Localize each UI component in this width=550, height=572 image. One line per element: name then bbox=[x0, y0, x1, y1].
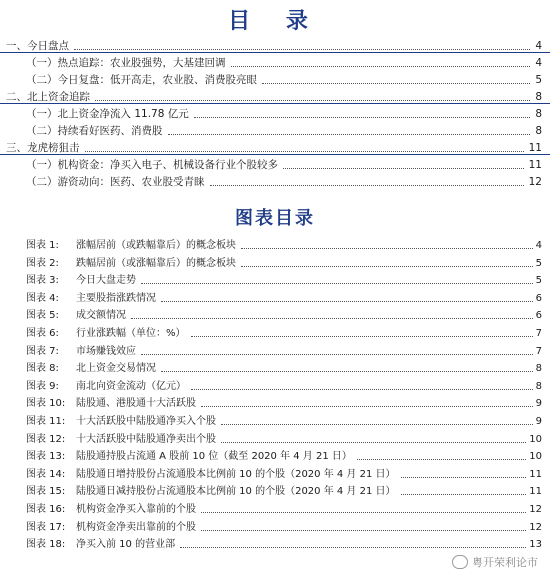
chart-toc-page-number: 12 bbox=[529, 504, 542, 515]
chart-toc-item[interactable] bbox=[26, 290, 542, 307]
chart-toc-text: 机构资金净买入靠前的个股 bbox=[76, 504, 196, 515]
chart-toc-item[interactable] bbox=[26, 325, 542, 342]
chart-toc-item[interactable] bbox=[26, 360, 542, 377]
chart-toc-item[interactable] bbox=[26, 272, 542, 289]
chart-toc-item[interactable] bbox=[26, 413, 542, 430]
chart-toc-item[interactable] bbox=[26, 536, 542, 553]
toc-subsection[interactable] bbox=[26, 72, 542, 89]
watermark-text: 粤开荣利论市 bbox=[472, 556, 538, 569]
chart-toc-leader-dots bbox=[201, 519, 526, 531]
chart-toc-text: 机构资金净卖出靠前的个股 bbox=[76, 521, 196, 533]
chart-toc-leader-dots bbox=[401, 483, 527, 495]
toc-subsection[interactable] bbox=[26, 174, 542, 191]
chart-toc-text: 净买入前 10 的营业部 bbox=[76, 539, 176, 551]
chart-toc-page-number: 12 bbox=[529, 521, 542, 533]
toc-entry-text: 一、今日盘点 bbox=[6, 40, 69, 52]
toc-subsection[interactable] bbox=[26, 123, 542, 140]
toc-subsection[interactable] bbox=[26, 106, 542, 123]
chart-toc-item[interactable] bbox=[26, 519, 542, 536]
chart-toc-label: 图表 7: bbox=[26, 345, 59, 357]
chart-toc-page-number: 11 bbox=[529, 468, 542, 480]
chart-toc-item[interactable] bbox=[26, 483, 542, 500]
chart-toc-text: 南北向资金流动（亿元） bbox=[76, 380, 186, 392]
chart-toc-leader-dots bbox=[141, 272, 533, 284]
chart-toc-item[interactable] bbox=[26, 237, 542, 254]
chart-toc-label: 图表 2: bbox=[26, 257, 59, 269]
toc-page-number: 8 bbox=[535, 125, 542, 137]
toc-entry-text: 二、北上资金追踪 bbox=[6, 91, 90, 103]
chart-toc-leader-dots bbox=[357, 448, 526, 460]
toc-page-number: 11 bbox=[528, 159, 542, 171]
chart-toc-leader-dots bbox=[161, 360, 533, 372]
chart-toc-text: 涨幅居前（或跌幅靠后）的概念板块 bbox=[76, 240, 236, 251]
chart-toc-label: 图表 9: bbox=[26, 380, 59, 392]
toc-leader-dots bbox=[231, 55, 531, 67]
toc-page-number: 12 bbox=[528, 176, 542, 188]
chart-toc-page-number: 5 bbox=[535, 257, 542, 269]
toc-leader-dots bbox=[74, 38, 530, 50]
toc-page-number: 8 bbox=[535, 91, 542, 103]
chart-toc-page-number: 9 bbox=[535, 398, 542, 410]
chart-toc-text: 陆股通持股占流通 A 股前 10 位（截至 2020 年 4 月 21 日） bbox=[76, 451, 352, 463]
chart-toc-page-number: 10 bbox=[529, 451, 542, 463]
chart-toc-text: 陆股通日减持股份占流通股本比例前 10 的个股（2020 年 4 月 21 日） bbox=[76, 486, 396, 498]
chart-toc-item[interactable] bbox=[26, 501, 542, 518]
watermark bbox=[452, 554, 538, 570]
chart-toc-label: 图表 14: bbox=[26, 468, 66, 480]
chart-toc-item[interactable] bbox=[26, 307, 542, 324]
chart-toc-label: 图表 3: bbox=[26, 275, 59, 287]
chart-toc-page-number: 7 bbox=[535, 345, 542, 357]
chart-toc-leader-dots bbox=[191, 325, 533, 337]
chart-toc-item[interactable] bbox=[26, 343, 542, 360]
chart-toc-leader-dots bbox=[201, 395, 533, 407]
wechat-icon bbox=[452, 555, 468, 569]
chart-toc-leader-dots bbox=[180, 536, 526, 548]
toc-leader-dots bbox=[168, 123, 531, 135]
chart-toc-text: 市场赚钱效应 bbox=[76, 345, 136, 357]
toc-entry-text: （一）机构资金：净买入电子、机械设备行业个股较多 bbox=[26, 159, 278, 171]
chart-toc-page-number: 8 bbox=[535, 380, 542, 392]
chart-toc-item[interactable] bbox=[26, 395, 542, 412]
chart-toc-label: 图表 1: bbox=[26, 240, 59, 251]
chart-toc-page-number: 8 bbox=[535, 363, 542, 375]
toc-leader-dots bbox=[283, 157, 524, 169]
toc-leader-dots bbox=[95, 89, 530, 101]
chart-toc-leader-dots bbox=[401, 466, 527, 478]
chart-toc-leader-dots bbox=[241, 255, 533, 267]
chart-toc-text: 成交额情况 bbox=[76, 310, 126, 322]
chart-toc-label: 图表 5: bbox=[26, 310, 59, 322]
chart-toc-text: 十大活跃股中陆股通净买入个股 bbox=[76, 416, 216, 427]
toc-entry-text: （二）今日复盘：低开高走，农业股、消费股亮眼 bbox=[26, 74, 257, 86]
chart-toc-label: 图表 8: bbox=[26, 363, 59, 375]
chart-toc-label: 图表 17: bbox=[26, 521, 66, 533]
toc-page-number: 4 bbox=[535, 57, 542, 69]
toc-page-number: 8 bbox=[535, 108, 542, 120]
toc-leader-dots bbox=[210, 174, 524, 186]
chart-toc-page-number: 13 bbox=[529, 539, 542, 551]
chart-toc-page-number: 11 bbox=[529, 486, 542, 498]
chart-toc-leader-dots bbox=[201, 501, 526, 513]
toc-subsection[interactable] bbox=[26, 55, 542, 72]
chart-toc-page-number: 7 bbox=[535, 328, 542, 339]
chart-toc-leader-dots bbox=[191, 378, 533, 390]
chart-toc-page-number: 6 bbox=[535, 292, 542, 304]
chart-toc-item[interactable] bbox=[26, 448, 542, 465]
toc-leader-dots bbox=[194, 106, 531, 118]
toc-page-number: 11 bbox=[528, 142, 542, 154]
chart-toc-label: 图表 11: bbox=[26, 416, 66, 427]
chart-toc-text: 陆股通、港股通十大活跃股 bbox=[76, 398, 196, 410]
chart-toc-label: 图表 4: bbox=[26, 292, 59, 304]
toc-leader-dots bbox=[85, 140, 524, 152]
chart-toc-text: 北上资金交易情况 bbox=[76, 363, 156, 375]
section-divider bbox=[0, 154, 550, 155]
chart-toc-text: 主要股指涨跌情况 bbox=[76, 292, 156, 304]
toc-page-number: 5 bbox=[535, 74, 542, 86]
chart-toc-item[interactable] bbox=[26, 466, 542, 483]
chart-toc-label: 图表 10: bbox=[26, 398, 66, 410]
toc-page-number: 4 bbox=[535, 40, 542, 52]
chart-toc-leader-dots bbox=[161, 290, 533, 302]
toc-entry-text: （二）持续看好医药、消费股 bbox=[26, 125, 163, 137]
toc-title: 目 录 bbox=[228, 9, 322, 34]
chart-toc-page-number: 4 bbox=[535, 240, 542, 251]
section-divider bbox=[0, 103, 550, 104]
chart-toc-text: 十大活跃股中陆股通净卖出个股 bbox=[76, 433, 216, 445]
chart-toc-item[interactable] bbox=[26, 255, 542, 272]
chart-toc-item[interactable] bbox=[26, 431, 542, 448]
chart-toc-text: 行业涨跌幅（单位：%） bbox=[76, 328, 186, 339]
chart-toc-label: 图表 6: bbox=[26, 328, 59, 339]
chart-toc-text: 跌幅居前（或涨幅靠后）的概念板块 bbox=[76, 257, 236, 269]
chart-toc-text: 陆股通日增持股份占流通股本比例前 10 的个股（2020 年 4 月 21 日） bbox=[76, 468, 396, 480]
chart-toc-label: 图表 15: bbox=[26, 486, 66, 498]
chart-toc-page-number: 9 bbox=[535, 416, 542, 427]
chart-toc-page-number: 10 bbox=[529, 433, 542, 445]
chart-toc-item[interactable] bbox=[26, 378, 542, 395]
chart-toc-leader-dots bbox=[221, 431, 526, 443]
chart-toc-leader-dots bbox=[131, 307, 533, 319]
chart-toc-label: 图表 18: bbox=[26, 539, 66, 551]
chart-toc-page-number: 5 bbox=[535, 275, 542, 287]
toc-leader-dots bbox=[262, 72, 530, 84]
section-divider bbox=[0, 52, 550, 53]
toc-entry-text: （二）游资动向：医药、农业股受青睐 bbox=[26, 176, 205, 188]
toc-entry-text: 三、龙虎榜狙击 bbox=[6, 142, 80, 154]
chart-toc-title: 图表目录 bbox=[235, 208, 315, 229]
toc-subsection[interactable] bbox=[26, 157, 542, 174]
toc-entry-text: （一）热点追踪：农业股强势，大基建回调 bbox=[26, 57, 226, 69]
chart-toc-page-number: 6 bbox=[535, 310, 542, 322]
chart-toc-leader-dots bbox=[221, 413, 533, 425]
chart-toc-text: 今日大盘走势 bbox=[76, 275, 136, 287]
chart-toc-leader-dots bbox=[141, 343, 533, 355]
chart-toc-label: 图表 16: bbox=[26, 504, 66, 515]
toc-entry-text: （一）北上资金净流入 11.78 亿元 bbox=[26, 108, 189, 120]
chart-toc-leader-dots bbox=[241, 237, 533, 249]
chart-toc-label: 图表 12: bbox=[26, 433, 66, 445]
chart-toc-label: 图表 13: bbox=[26, 451, 66, 463]
